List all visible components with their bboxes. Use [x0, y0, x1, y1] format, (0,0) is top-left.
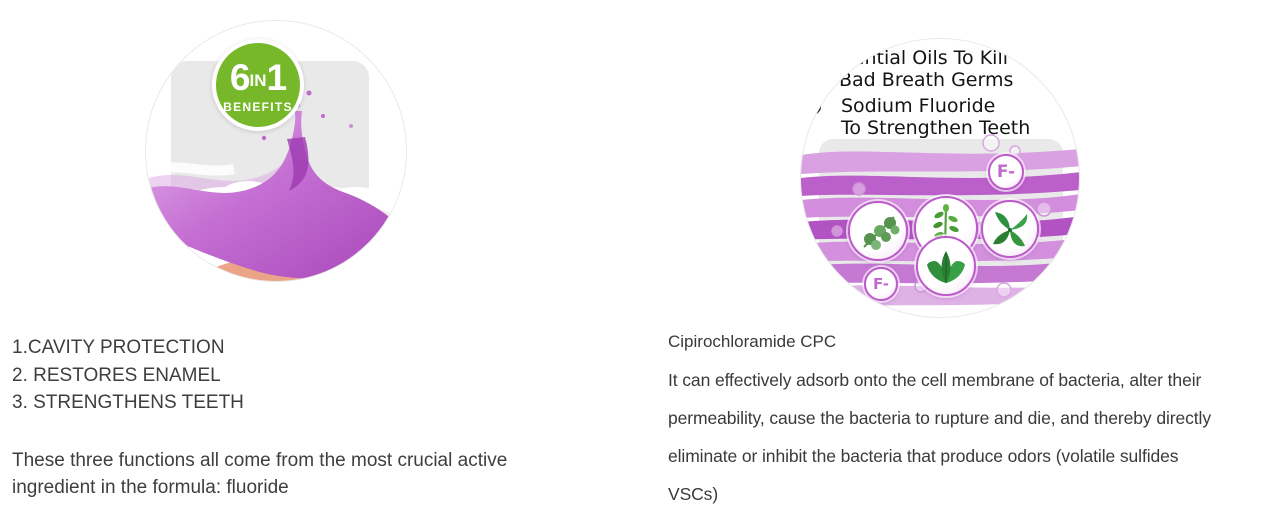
- basil-bubble: [981, 200, 1039, 258]
- cpc-heading: Cipirochloramide CPC: [668, 332, 837, 351]
- badge-benefits-label: BENEFITS: [223, 100, 293, 114]
- figure-caption: [801, 47, 1079, 139]
- right-figure-circle: [800, 38, 1080, 318]
- cpc-line-2: permeability, cause the bacteria to rupture and die, and thereby directly: [668, 408, 1211, 428]
- benefit-item-2: 2. RESTORES ENAMEL: [12, 364, 221, 386]
- cpc-line-4: VSCs): [668, 484, 719, 504]
- basil-leaves-icon: [987, 206, 1033, 252]
- cpc-line-3: eliminate or inhibit the bacteria that produce odors (volatile sulfides: [668, 446, 1179, 466]
- eucalyptus-branch-icon: [854, 207, 902, 255]
- caption-line-strengthen: To Strengthen Teeth: [841, 117, 1031, 139]
- description-line-2: ingredient in the formula: fluoride: [12, 477, 289, 498]
- caption-line-bad-breath: Bad Breath Germs: [839, 69, 1014, 91]
- left-text-block: [12, 334, 612, 502]
- mint-leaves-icon: [921, 241, 971, 291]
- fluoride-ion-label: F-: [996, 162, 1016, 182]
- benefit-item-1: 1.CAVITY PROTECTION: [12, 337, 225, 358]
- description-line-1: These three functions all come from the most crucial active: [12, 449, 508, 471]
- left-figure-circle: [145, 20, 407, 282]
- cpc-line-1: It can effectively adsorb onto the cell membrane of bacteria, alter their: [668, 370, 1202, 390]
- caption-group-fluoride: [801, 95, 1079, 139]
- fluoride-ion-label: F-: [872, 275, 889, 293]
- badge-in-text: IN: [249, 71, 267, 90]
- benefit-item-3: 3. STRENGTHENS TEETH: [12, 392, 244, 413]
- circle-bullet-icon: [804, 98, 821, 115]
- mint-bubble: [916, 236, 976, 296]
- fluoride-description: [12, 447, 612, 502]
- fluoride-badge-bottom: [864, 267, 898, 301]
- six-in-one-badge: [212, 39, 304, 131]
- eucalyptus-bubble: [848, 201, 908, 261]
- badge-title: [216, 59, 300, 96]
- right-text-block: [668, 330, 1265, 513]
- cpc-description: [668, 361, 1265, 513]
- badge-number-6: 6: [229, 57, 250, 98]
- fluoride-badge-top: [988, 154, 1024, 190]
- badge-number-1: 1: [266, 57, 287, 98]
- caption-line-essential-oils: Essential Oils To Kill: [821, 47, 1009, 69]
- caption-line-sodium-fluoride: Sodium Fluoride: [841, 95, 996, 117]
